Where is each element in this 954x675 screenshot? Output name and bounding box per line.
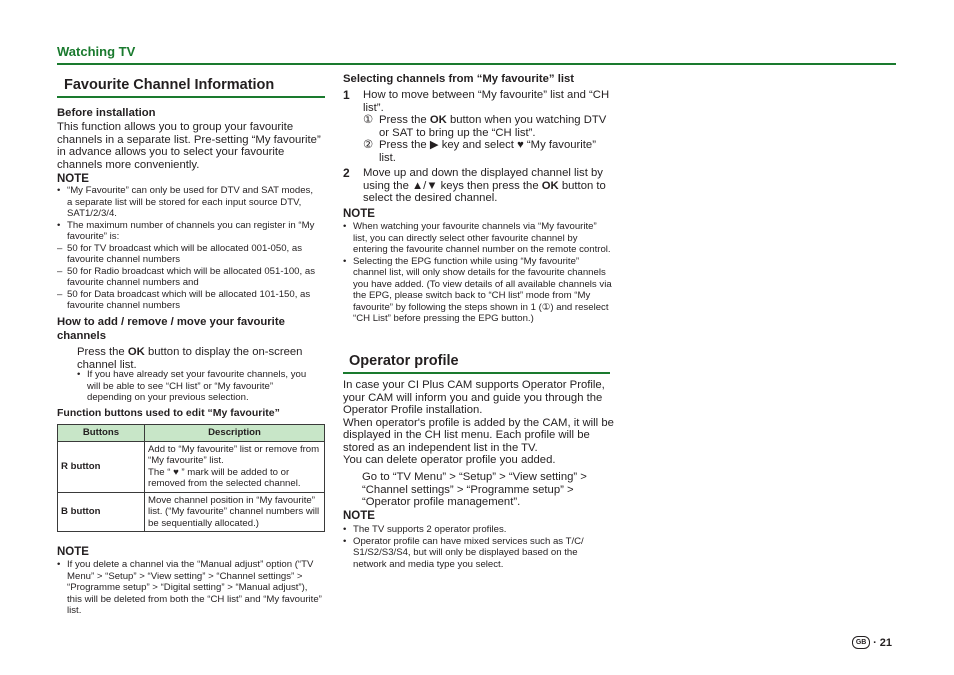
- heart-icon: ♥: [173, 466, 179, 478]
- sub-mid: key and select: [438, 139, 518, 151]
- ok-key: OK: [541, 179, 559, 192]
- operator-profile-heading: Operator profile: [349, 353, 459, 369]
- page-separator: ·: [873, 636, 877, 649]
- how-to-text: [77, 346, 322, 371]
- sub-pre: Press the: [379, 139, 430, 151]
- table-header-description: Description: [145, 425, 325, 442]
- operator-notes: [343, 524, 605, 570]
- note-item: [57, 220, 319, 312]
- press-post: button to display the on-screen channel list.: [77, 346, 303, 371]
- r-desc-line: [148, 467, 321, 490]
- step-number: 2: [343, 166, 350, 180]
- up-down-keys-icon: ▲/▼: [412, 179, 438, 192]
- before-notes: [57, 185, 319, 312]
- note-item: • The TV supports 2 operator profiles.: [343, 524, 605, 536]
- note-item-text: The maximum number of channels you can register in “My favourite” is:: [67, 219, 315, 242]
- top-divider: [57, 63, 896, 65]
- heart-icon: ♥: [517, 139, 524, 151]
- page-number-value: 21: [879, 636, 892, 649]
- step-1: [343, 88, 613, 164]
- dash-item: – 50 for Radio broadcast which will be allocated 051-100, as favourite channel numbers and: [57, 266, 319, 289]
- r-desc-pre: The “: [148, 466, 174, 478]
- step-2-text: [343, 167, 613, 205]
- operator-paragraph: When operator's profile is added by the CAM, it will be displayed in the CH list menu. Each profile will be stored as an independent list in the TV.: [343, 416, 614, 454]
- step-1-text: How to move between “My favourite” list and “CH list”.: [363, 89, 610, 114]
- section-label: Watching TV: [57, 44, 136, 59]
- note-item: • Selecting the EPG function while using “My favourite” channel list, will only show details for the favourite channels you have added. (To view details of all available channels via the EPG, please switch back to “CH list” mode from “My favourite” by following the steps shown in 1 (①) and reselect “CH List” before pressing the EPG button.): [343, 256, 613, 325]
- b-button-cell: B button: [58, 492, 145, 532]
- dash-item: – 50 for Data broadcast which will be allocated 101-150, as favourite channel numbers: [57, 289, 319, 312]
- operator-paragraph: In case your CI Plus CAM supports Operator Profile, your CAM will inform you and guide you through the Operator Profile installation.: [343, 379, 605, 416]
- r-button-description: [145, 441, 325, 492]
- operator-text: [343, 379, 615, 467]
- note-heading: NOTE: [57, 173, 89, 185]
- step-1-sub-1: [363, 114, 613, 139]
- region-badge: GB: [852, 636, 870, 649]
- note-item: • Operator profile can have mixed services such as T/C/ S1/S2/S3/S4, but will only be displayed based on the network and media type you select.: [343, 536, 605, 571]
- bottom-notes: [57, 559, 325, 617]
- b-button-description: Move channel position in “My favourite” list. (“My favourite” channel numbers will be sequentially allocated.): [145, 492, 325, 532]
- note-heading: NOTE: [57, 546, 89, 558]
- note-item: • If you have already set your favourite channels, you will be able to see “CH list” or “My favourite” depending on your previous selection.: [77, 369, 317, 404]
- note-item: • When watching your favourite channels via “My favourite” list, you can directly select other favourite channel by entering the favourite channel number on the remote control.: [343, 221, 613, 256]
- r-desc-post: ” mark will be added to or removed from the selected channel.: [148, 466, 301, 489]
- sub-post: button when you watching DTV or SAT to bring up the “CH list”.: [379, 114, 607, 139]
- selecting-heading: Selecting channels from “My favourite” list: [343, 73, 575, 85]
- how-to-heading: How to add / remove / move your favourite channels: [57, 316, 285, 342]
- selecting-notes: [343, 221, 613, 325]
- step-number: 1: [343, 88, 350, 102]
- note-item: • “My Favourite” can only be used for DTV and SAT modes, a separate list will be stored for each input source DTV, SAT1/2/3/4.: [57, 185, 319, 220]
- step-2-pre: Move up and down the displayed channel list by using the: [363, 167, 603, 192]
- ok-key: OK: [127, 346, 145, 358]
- right-arrow-icon: ▶: [429, 139, 439, 151]
- title-divider: [57, 96, 325, 98]
- function-buttons-heading: Function buttons used to edit “My favourite”: [57, 407, 280, 419]
- note-heading: NOTE: [343, 510, 375, 522]
- step-2-post: button to select the desired channel.: [363, 179, 606, 204]
- operator-menu-path: Go to “TV Menu” > “Setup” > “View setting” > “Channel settings” > “Programme setup” > “Operator profile management”.: [362, 471, 587, 508]
- note-item: • If you delete a channel via the “Manual adjust” option (“TV Menu” > “Setup” > “View setting” > “Channel settings” > “Programme setup” > “Digital setting” > “Manual adjust”), this will be deleted from both the “CH list” and “My favourite” list.: [57, 559, 325, 617]
- press-pre: Press the: [77, 346, 128, 358]
- step-2-mid: keys then press the: [437, 179, 542, 192]
- sub-pre: Press the: [379, 114, 430, 126]
- dash-item: – 50 for TV broadcast which will be allocated 001-050, as favourite channel numbers: [57, 243, 319, 266]
- before-installation-heading: Before installation: [57, 107, 156, 119]
- ok-key: OK: [429, 114, 447, 126]
- sub-post: “My favourite” list.: [379, 139, 596, 164]
- table-header-buttons: Buttons: [58, 425, 145, 442]
- r-button-cell: R button: [58, 441, 145, 492]
- step-1-sub-2: [363, 139, 613, 164]
- page-title: Favourite Channel Information: [64, 77, 275, 93]
- operator-divider: [343, 372, 610, 374]
- table-row: [58, 441, 325, 492]
- before-installation-text: This function allows you to group your favourite channels in a separate list. Pre-setting “My favourite” in advance allows you to select your favourite channels more conveniently.: [57, 121, 321, 171]
- circled-number: ②: [363, 139, 374, 151]
- page-number: [852, 636, 892, 649]
- function-buttons-table: [57, 424, 325, 532]
- operator-paragraph: You can delete operator profile you added.: [343, 454, 556, 466]
- circled-number: ①: [363, 114, 374, 126]
- how-to-notes: [77, 369, 317, 404]
- r-desc-line: Add to “My favourite” list or remove from “My favourite” list.: [148, 443, 320, 466]
- note-heading: NOTE: [343, 208, 375, 220]
- table-row: [58, 492, 325, 532]
- step-2: [343, 167, 613, 205]
